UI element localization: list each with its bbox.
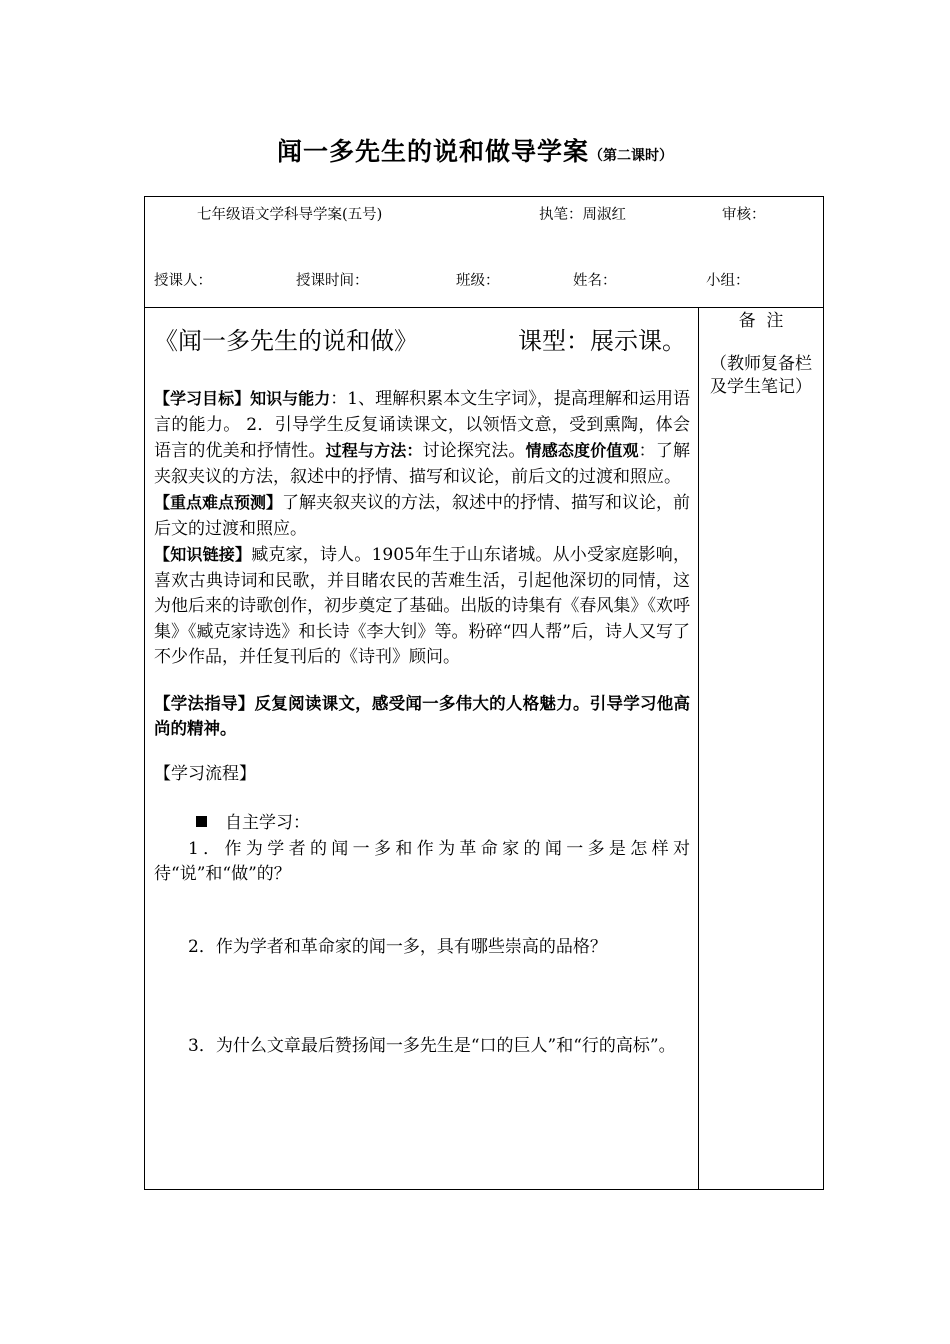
header-subject: 七年级语文学科导学案(五号) <box>197 207 383 223</box>
lesson-heading <box>154 317 690 365</box>
key-points <box>154 490 690 542</box>
flow-heading: 【学习流程】 <box>154 763 256 784</box>
goal-process-tag: 过程与方法： <box>325 441 423 460</box>
learning-goals <box>154 386 690 490</box>
question-2: 2．作为学者和革命家的闻一多，具有哪些崇高的品格？ <box>188 936 607 957</box>
question-3: 3．为什么文章最后赞扬闻一多先生是“口的巨人”和“行的高标”。 <box>188 1036 676 1056</box>
goal-ability-tag: 知识与能力 <box>250 389 331 408</box>
title-main: 闻一多先生的说和做导学案 <box>276 137 589 166</box>
goal-process-text: 讨论探究法。 <box>422 441 526 461</box>
key-text: 了解夹叙夹议的方法，叙述中的抒情、描写和议论，前后文的过渡和照应。 <box>154 493 691 539</box>
page-title <box>0 132 950 168</box>
notes-description: （教师复备栏及学生笔记） <box>710 354 812 397</box>
notes-column <box>703 310 819 399</box>
lesson-plan-table <box>144 196 824 1190</box>
question-1: 1．作为学者的闻一多和作为革命家的闻一多是怎样对待“说”和“做”的？ <box>154 838 690 884</box>
header-teacher: 授课人： <box>154 273 212 289</box>
header-divider <box>145 307 823 308</box>
header-group: 小组： <box>706 273 750 289</box>
title-sub: （第二课时） <box>589 148 673 164</box>
goal-emotion-tag: 情感态度价值观 <box>525 441 639 460</box>
main-content <box>154 317 690 1060</box>
square-bullet-icon <box>196 816 207 827</box>
header-name: 姓名： <box>573 273 617 289</box>
lesson-type: 课型：展示课。 <box>518 327 686 355</box>
self-study-label: 自主学习： <box>225 813 310 833</box>
lesson-title: 《闻一多先生的说和做》 <box>154 327 418 355</box>
link-text: 臧克家，诗人。1905年生于山东诸城。从小受家庭影响，喜欢古典诗词和民歌，并目睹农民的苦难生活，引起他深切的同情，这为他后来的诗歌创作，初步奠定了基础。出版的诗集有《春风集》《欢呼集》《臧克家诗选》和长诗《李大钊》等。粉碎“四人帮”后，诗人又写了不少作品，并任复刊后的《诗刊》顾问。 <box>154 545 690 667</box>
header-class: 班级： <box>456 273 500 289</box>
goal-tag: 【学习目标】 <box>154 389 251 408</box>
goal-emotion-text: ：了解夹叙夹议的方法，叙述中的抒情、描写和议论，前后文的过渡和照应。 <box>154 441 690 487</box>
knowledge-link <box>154 542 690 671</box>
notes-heading: 备 注 <box>738 311 784 331</box>
self-study <box>154 811 690 837</box>
method-guide: 【学法指导】反复阅读课文，感受闻一多伟大的人格魅力。引导学习他高尚的精神。 <box>154 693 690 738</box>
header-time: 授课时间： <box>296 273 369 289</box>
column-divider <box>698 307 699 1189</box>
goal-ability-text: ：1、理解积累本文生字词》，提高理解和运用语言的能力。 2．引导学生反复诵读课文，以领悟文意，受到熏陶，体会语言的优美和抒情性。 <box>154 389 690 461</box>
header-author: 执笔：周淑红 <box>539 207 626 223</box>
key-tag: 【重点难点预测】 <box>154 493 283 512</box>
link-tag: 【知识链接】 <box>154 545 252 564</box>
header-reviewer: 审核： <box>722 207 766 223</box>
